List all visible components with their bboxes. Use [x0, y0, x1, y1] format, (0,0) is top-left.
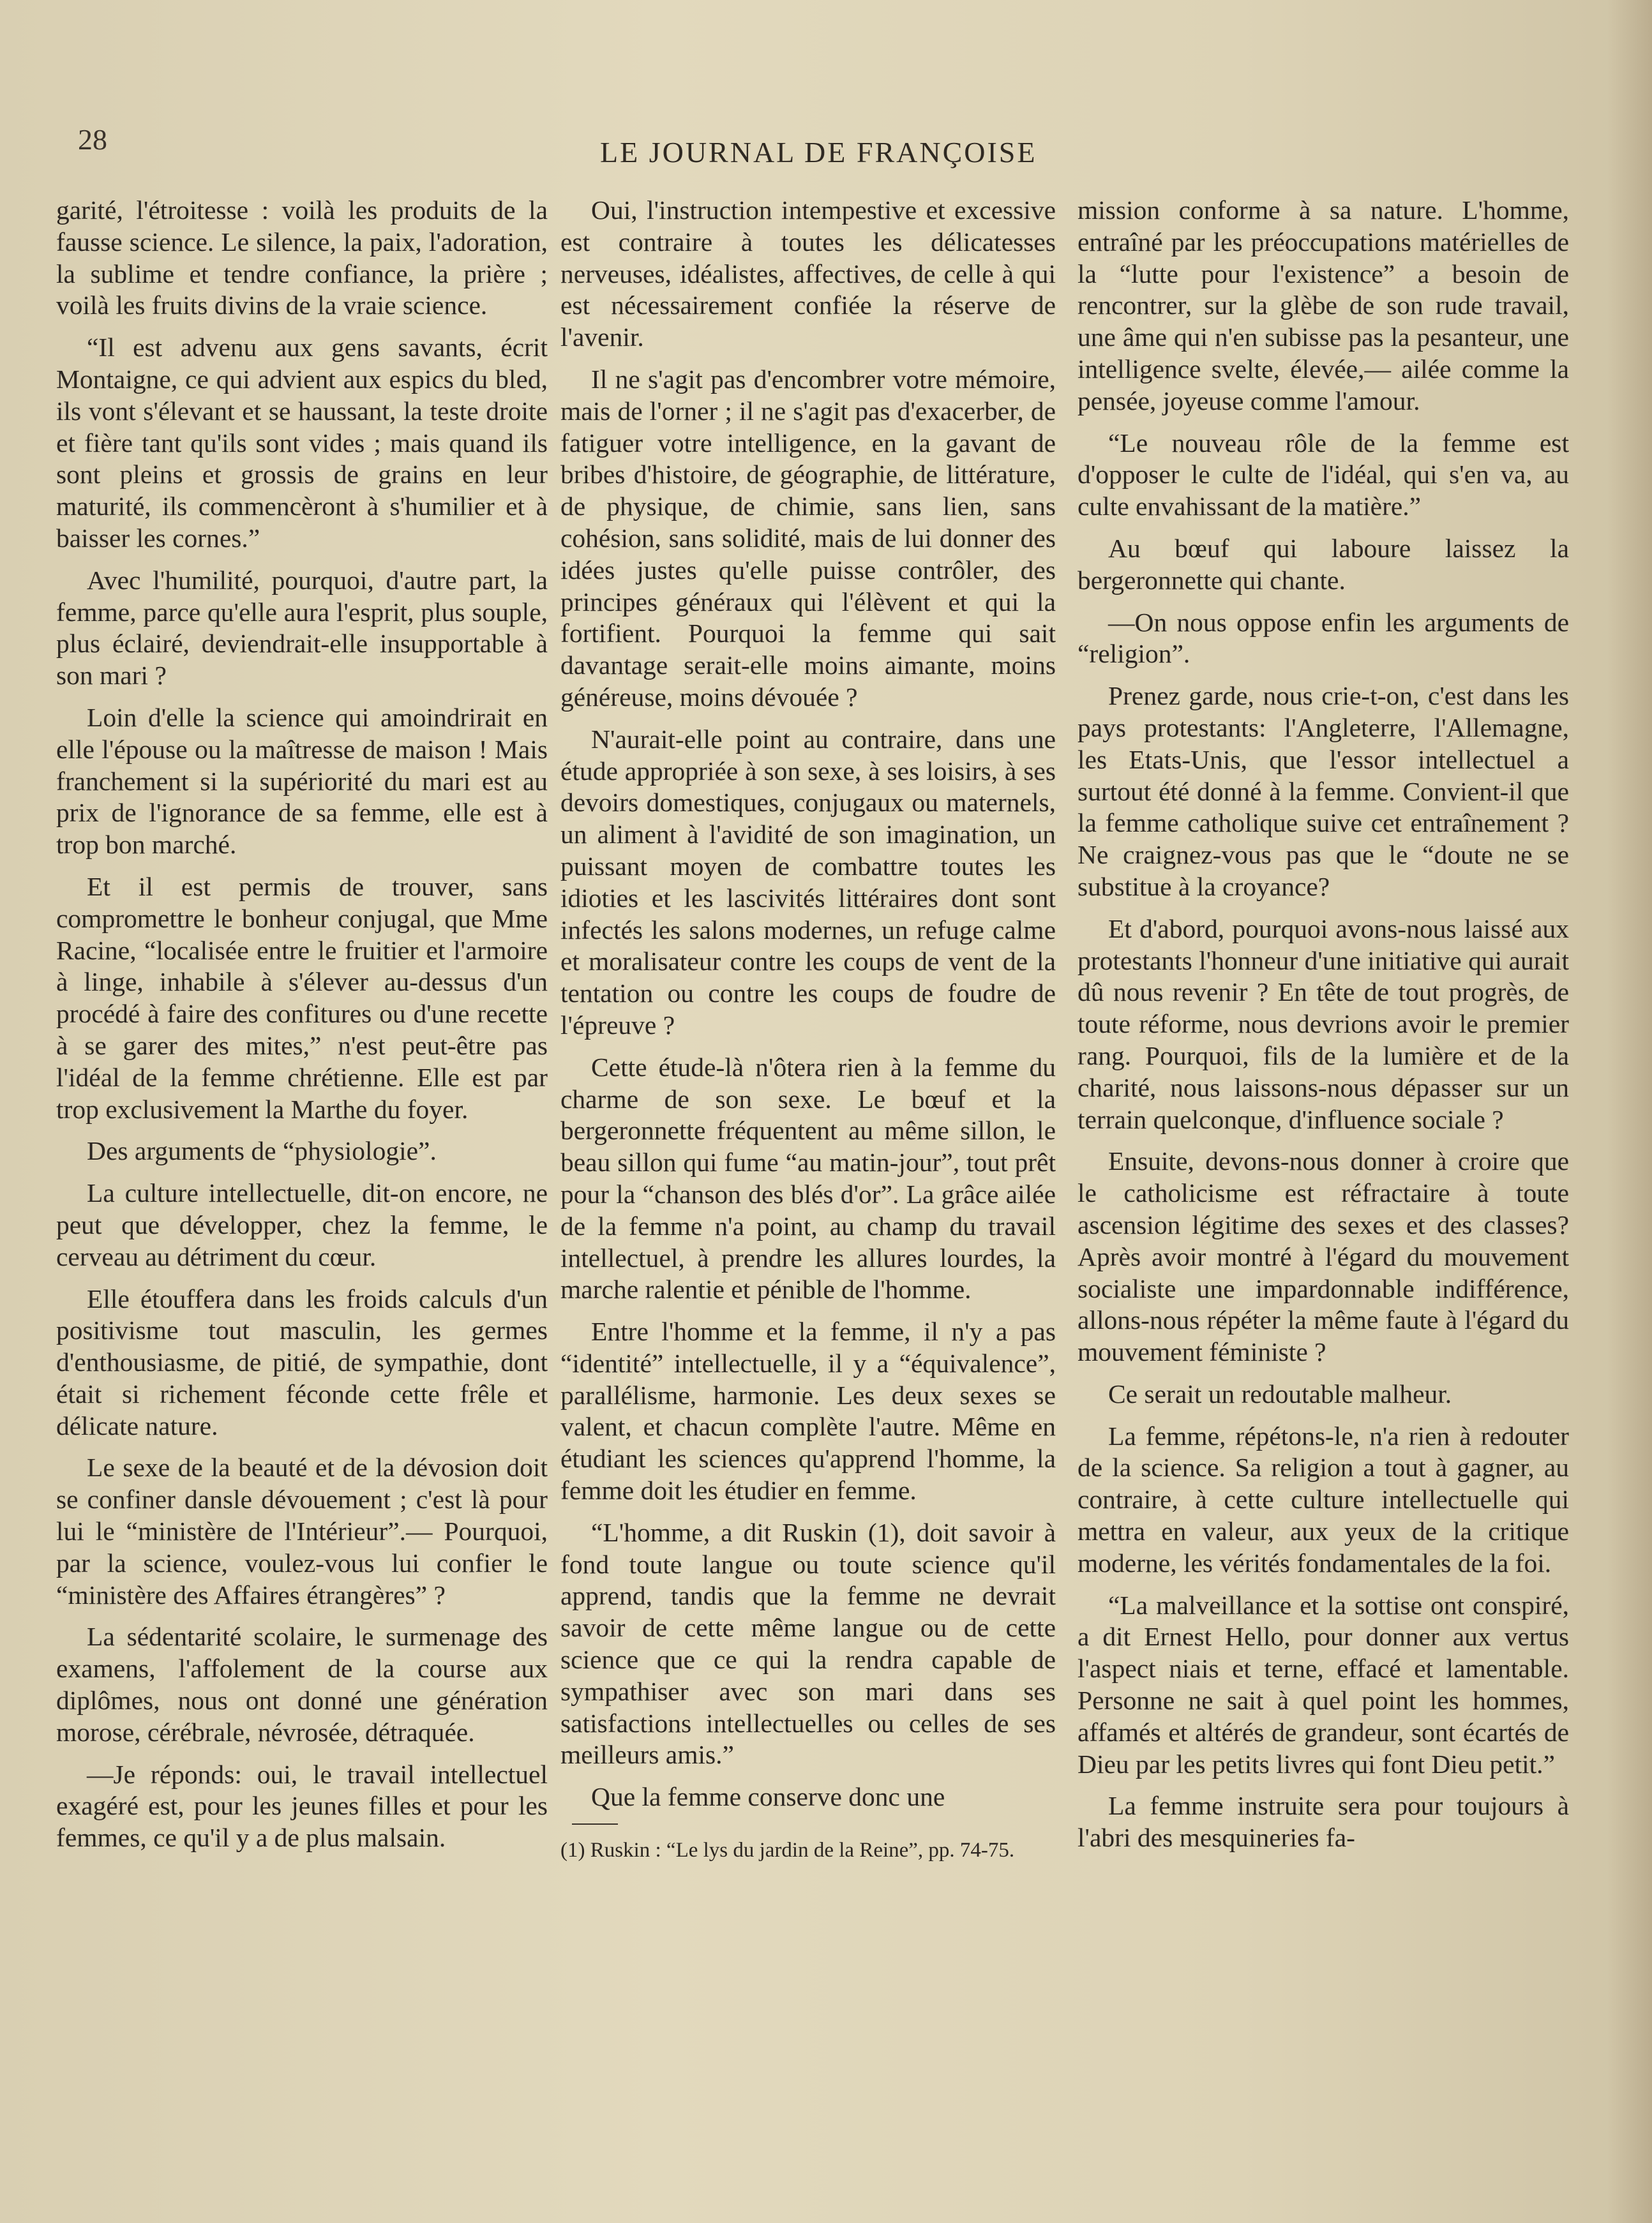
paragraph: Ensuite, devons-nous donner à croire que le catholicisme est réfractaire à toute ascension légitime des sexes et des classes? Après avoir montré à l'égard du mouvement socialiste une impardonnable indifférence, allons-nous répéter la même faute à l'égard du mouvement féministe ?	[1078, 1146, 1569, 1367]
paragraph: Que la femme conserve donc une	[591, 1782, 945, 1812]
paragraph: Elle étouffera dans les froids calculs d'un positivisme tout masculin, les germes d'enthousiasme, de pitié, de sympathie, dont était si richement féconde cette frêle et délicate nature.	[56, 1284, 548, 1441]
footnote: (1) Ruskin : “Le lys du jardin de la Reine”, pp. 74-75.	[560, 1839, 1015, 1862]
page-number: 28	[78, 123, 107, 156]
footnote-rule	[572, 1823, 618, 1825]
paragraph: Il ne s'agit pas d'encombrer votre mémoire, mais de l'orner ; il ne s'agit pas d'exacerber, de fatiguer votre intelligence, en la gavant de bribes d'histoire, de géographie, de littérature, de physique, de chimie, sans lien, sans cohésion, sans solidité, mais de lui donner des idées justes qu'elle puisse contrôler, des principes généraux qui l'élèvent et qui la fortifient. Pourquoi la femme qui sait davantage serait-elle moins aimante, moins généreuse, moins dévouée ?	[560, 364, 1056, 712]
paragraph: Ce serait un redoutable malheur.	[1108, 1379, 1452, 1409]
paragraph: Cette étude-là n'ôtera rien à la femme du charme de son sexe. Le bœuf et la bergeronnette fréquentent au même sillon, le beau sillon qui fume “au matin-jour”, tout prêt pour la “chanson des blés d'or”. La grâce ailée de la femme n'a point, au champ du travail intellectuel, à prendre les allures lourdes, la marche ralentie et pénible de l'homme.	[560, 1052, 1056, 1305]
paragraph: La femme instruite sera pour toujours à l'abri des mesquineries fa-	[1078, 1791, 1569, 1853]
paragraph: Entre l'homme et la femme, il n'y a pas “identité” intellectuelle, il y a “équivalence”, parallélisme, harmonie. Les deux sexes se valent, et chacun complète l'autre. Même en étudiant les sciences qu'apprend l'homme, la femme doit les étudier en femme.	[560, 1317, 1056, 1506]
paragraph: La sédentarité scolaire, le surmenage des examens, l'affolement de la course aux diplômes, nous ont donné une génération morose, cérébrale, névrosée, détraquée.	[56, 1622, 548, 1747]
paragraph: —Je réponds: oui, le travail intellectuel exagéré est, pour les jeunes filles et pour les femmes, ce qu'il y a de plus malsain.	[56, 1759, 548, 1853]
paragraph: “La malveillance et la sottise ont conspiré, a dit Ernest Hello, pour donner aux vertus l'aspect niais et terne, effacé et lamentable. Personne ne sait à quel point les hommes, affamés et altérés de grandeur, sont écartés de Dieu par les petits livres qui font Dieu petit.”	[1078, 1590, 1569, 1779]
paragraph: Au bœuf qui laboure laissez la bergeronnette qui chante.	[1078, 533, 1569, 595]
paragraph: Prenez garde, nous crie-t-on, c'est dans les pays protestants: l'Angleterre, l'Allemagne, les Etats-Unis, que l'essor intellectuel a surtout été donné à la femme. Convient-il que la femme catholique suive cet entraînement ? Ne craignez-vous pas que le “doute ne se substitue à la croyance?	[1078, 681, 1569, 901]
paragraph: Loin d'elle la science qui amoindrirait en elle l'épouse ou la maîtresse de maison ! Mais franchement si la supériorité du mari est au prix de l'ignorance de sa femme, elle est à trop bon marché.	[56, 702, 548, 860]
paragraph: “L'homme, a dit Ruskin (1), doit savoir à fond toute langue ou toute science qu'il apprend, tandis que la femme ne devrait savoir de cette même langue ou de cette science que ce qui la rendra capable de sympathiser avec son mari dans ses satisfactions intellectuelles ou celles de ses meilleurs amis.”	[560, 1517, 1056, 1770]
text-column-2	[560, 195, 1056, 1875]
paragraph: Des arguments de “physiologie”.	[87, 1136, 437, 1166]
running-head: LE JOURNAL DE FRANÇOISE	[600, 136, 1037, 168]
page-spine-shadow	[1607, 0, 1652, 2223]
paragraph: Avec l'humilité, pourquoi, d'autre part, la femme, parce qu'elle aura l'esprit, plus souple, plus éclairé, deviendrait-elle insupportable à son mari ?	[56, 565, 548, 691]
paragraph: Oui, l'instruction intempestive et excessive est contraire à toutes les délicatesses nerveuses, idéalistes, affectives, de celle à qui est nécessairement confiée la réserve de l'avenir.	[560, 195, 1056, 352]
paragraph: —On nous oppose enfin les arguments de “religion”.	[1078, 607, 1569, 669]
paragraph: La culture intellectuelle, dit-on encore, ne peut que développer, chez la femme, le cerveau au détriment du cœur.	[56, 1178, 548, 1271]
paragraph: N'aurait-elle point au contraire, dans une étude appropriée à son sexe, à ses loisirs, à ses devoirs domestiques, conjugaux ou maternels, un aliment à l'avidité de son imagination, un puissant moyen de combattre toutes les idioties et les lascivités littéraires dont sont infectés les salons modernes, un refuge calme et moralisateur contre les coups de vent de la tentation ou contre les coups de foudre de l'épreuve ?	[560, 724, 1056, 1040]
text-column-3	[1078, 195, 1569, 1864]
paragraph: Le sexe de la beauté et de la dévosion doit se confiner dansle dévouement ; c'est là pour lui le “ministère de l'Intérieur”.— Pourquoi, par la science, voulez-vous lui confier le “ministère des Affaires étrangères” ?	[56, 1453, 548, 1610]
paragraph: Et d'abord, pourquoi avons-nous laissé aux protestants l'honneur d'une initiative qui aurait dû nous revenir ? En tête de tout progrès, de toute réforme, nous devrions avoir le premier rang. Pourquoi, fils de la lumière et de la charité, nous laissons-nous dépasser sur un terrain quelconque, d'influence sociale ?	[1078, 913, 1569, 1134]
paragraph: mission conforme à sa nature. L'homme, entraîné par les préoccupations matérielles de la “lutte pour l'existence” a besoin de rencontrer, sur la glèbe de son rude travail, une âme qui n'en subisse pas la pesanteur, une intelligence svelte, élevée,— ailée comme la pensée, joyeuse comme l'amour.	[1078, 195, 1569, 415]
paragraph: “Il est advenu aux gens savants, écrit Montaigne, ce qui advient aux espics du bled, ils vont s'élevant et se haussant, la teste droite et fière tant qu'ils sont vides ; mais quand ils sont pleins et grossis de grains en leur maturité, ils commencèront à s'humilier et à baisser les cornes.”	[56, 333, 548, 553]
paragraph: garité, l'étroitesse : voilà les produits de la fausse science. Le silence, la paix, l'adoration, la sublime et tendre confiance, la prière ; voilà les fruits divins de la vraie science.	[56, 195, 548, 320]
text-column-1	[56, 195, 548, 1864]
paragraph: Et il est permis de trouver, sans compromettre le bonheur conjugal, que Mme Racine, “localisée entre le fruitier et l'armoire à linge, inhabile à s'élever au-dessus d'un procédé à faire des confitures ou d'une recette à se garer des mites,” n'est peut-être pas l'idéal de la femme chrétienne. Elle est par trop exclusivement la Marthe du foyer.	[56, 871, 548, 1124]
paragraph: “Le nouveau rôle de la femme est d'opposer le culte de l'idéal, qui s'en va, au culte envahissant de la matière.”	[1078, 428, 1569, 521]
paragraph: La femme, répétons-le, n'a rien à redouter de la science. Sa religion a tout à gagner, au contraire, à cette culture intellectuelle qui mettra en valeur, aux yeux de la critique moderne, les vérités fondamentales de la foi.	[1078, 1421, 1569, 1578]
